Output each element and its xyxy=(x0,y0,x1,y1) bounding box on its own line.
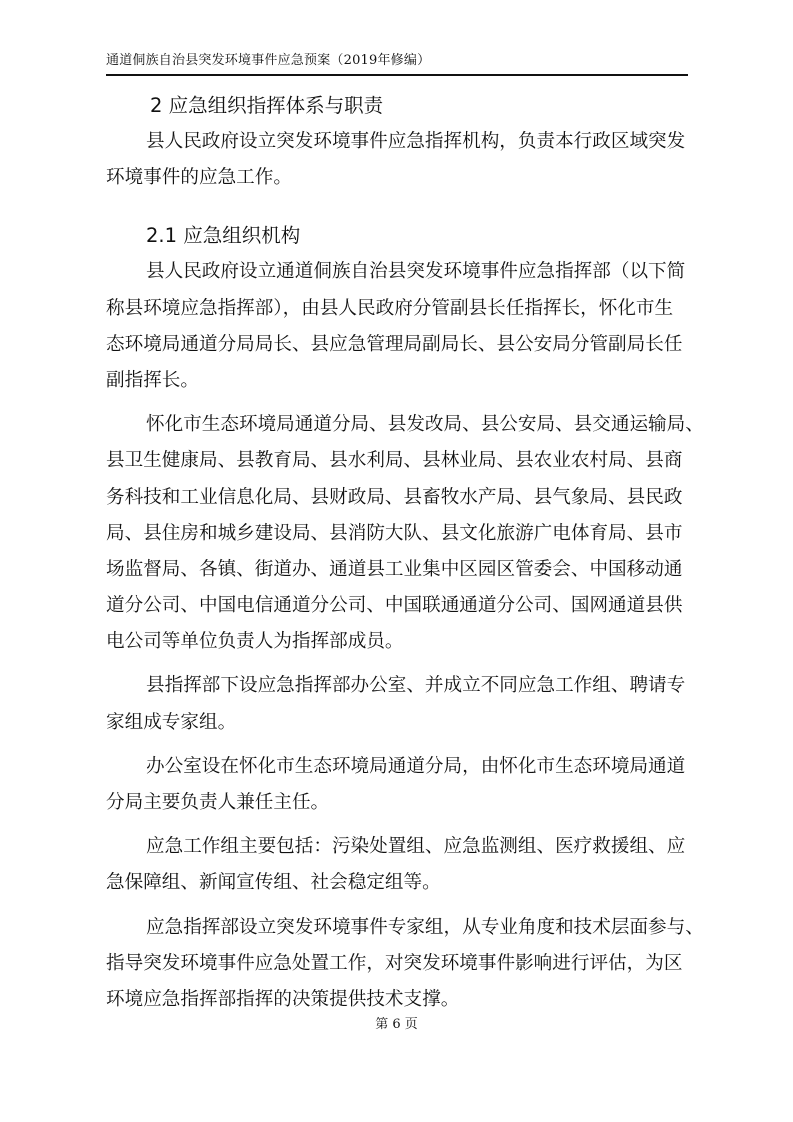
text-line: 指导突发环境事件应急处置工作，对突发环境事件影响进行评估，为区 xyxy=(106,952,683,974)
text-line: 办公室设在怀化市生态环境局通道分局，由怀化市生态环境局通道 xyxy=(146,755,686,777)
text-line: 家组成专家组。 xyxy=(106,711,237,733)
text-line: 态环境局通道分局局长、县应急管理局副局长、县公安局分管副局长任 xyxy=(106,333,683,355)
paragraph-working-groups xyxy=(106,829,694,901)
text-line: 电公司等单位负责人为指挥部成员。 xyxy=(106,631,404,653)
running-header-title: 通道侗族自治县突发环境事件应急预案（2019年修编） xyxy=(106,53,431,68)
paragraph-member-units xyxy=(106,407,704,660)
text-line: 环境应急指挥部指挥的决策提供技术支撑。 xyxy=(106,988,460,1010)
text-line: 怀化市生态环境局通道分局、县发改局、县公安局、县交通运输局、 xyxy=(146,414,704,436)
text-line: 县卫生健康局、县教育局、县水利局、县林业局、县农业农村局、县商 xyxy=(106,450,683,472)
text-line: 局、县住房和城乡建设局、县消防大队、县文化旅游广电体育局、县市 xyxy=(106,522,683,544)
text-line: 分局主要负责人兼任主任。 xyxy=(106,792,330,813)
section-heading: 2 应急组织指挥体系与职责 xyxy=(150,94,384,117)
text-line: 县指挥部下设应急指挥部办公室、并成立不同应急工作组、聘请专 xyxy=(146,675,686,697)
text-line: 副指挥长。 xyxy=(106,369,199,391)
paragraph-expert-group xyxy=(106,910,704,1019)
text-line: 场监督局、各镇、街道办、通道县工业集中区园区管委会、中国移动通 xyxy=(106,558,683,580)
text-line: 道分公司、中国电信通道分公司、中国联通通道分公司、国网通道县供 xyxy=(106,595,683,617)
text-line: 县人民政府设立通道侗族自治县突发环境事件应急指挥部（以下简 xyxy=(146,261,686,283)
text-line: 县人民政府设立突发环境事件应急指挥机构，负责本行政区域突发 xyxy=(146,131,686,152)
header-divider xyxy=(106,74,688,76)
section-intro-paragraph xyxy=(106,124,694,196)
text-line: 应急指挥部设立突发环境事件专家组，从专业角度和技术层面参与、 xyxy=(146,916,704,938)
text-line: 急保障组、新闻宣传组、社会稳定组等。 xyxy=(106,872,441,894)
text-line: 务科技和工业信息化局、县财政局、县畜牧水产局、县气象局、县民政 xyxy=(106,486,683,508)
paragraph-office-setup xyxy=(106,668,694,740)
text-line: 应急工作组主要包括：污染处置组、应急监测组、医疗救援组、应 xyxy=(146,836,686,858)
page-number: 第 6 页 xyxy=(375,1017,418,1032)
text-line: 环境事件的应急工作。 xyxy=(106,167,292,189)
subsection-heading: 2.1 应急组织机构 xyxy=(146,224,301,248)
paragraph-office-location xyxy=(106,749,694,821)
text-line: 称县环境应急指挥部），由县人民政府分管副县长任指挥长，怀化市生 xyxy=(106,297,674,319)
paragraph-command-structure xyxy=(106,254,694,399)
document-body xyxy=(106,88,704,1018)
